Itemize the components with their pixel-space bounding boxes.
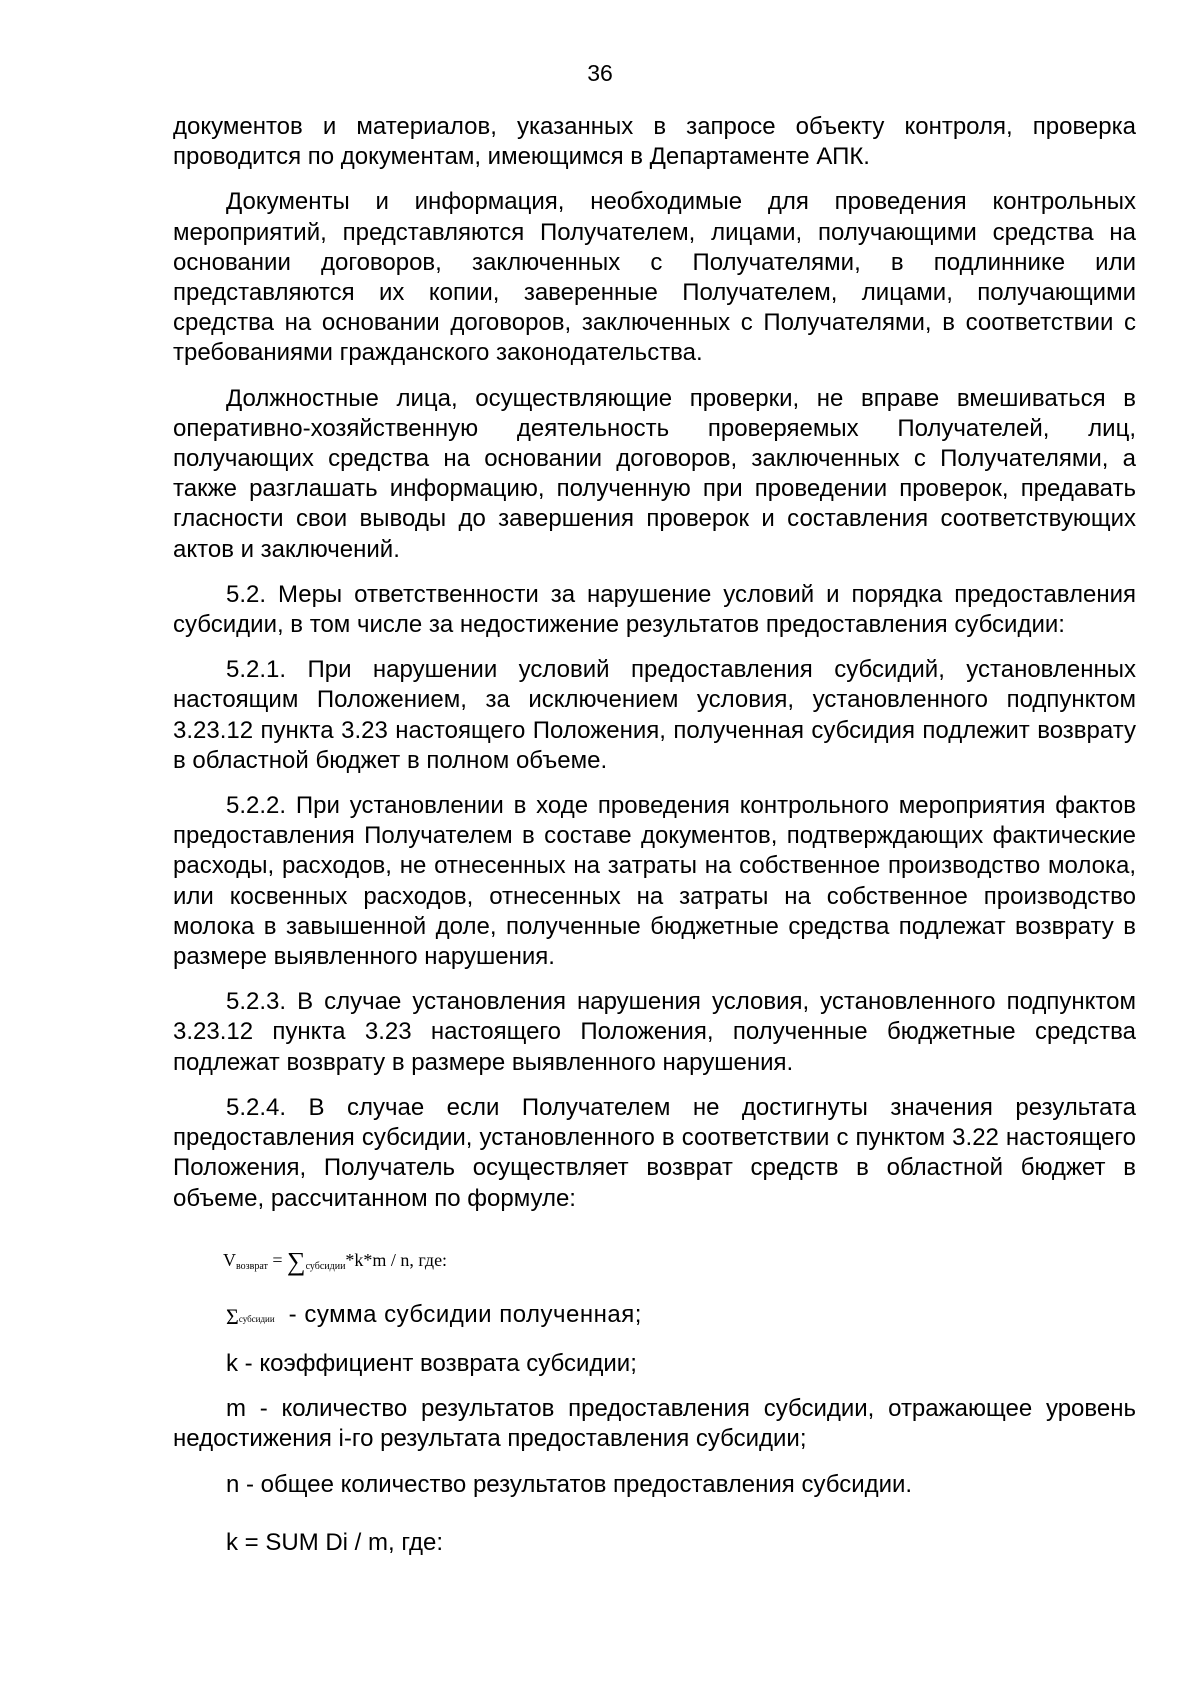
paragraph-5-2-1: 5.2.1. При нарушении условий предоставления субсидий, установленных настоящим Положением, за исключением условия, установленного подпунктом 3.23.12 пункта 3.23 настоящего Положения, полученная субсидия подлежит возврату в областной бюджет в полном объеме.	[173, 656, 1136, 774]
paragraph-officials: Должностные лица, осуществляющие проверки, не вправе вмешиваться в оперативно-хозяйственную деятельность проверяемых Получателей, лиц, получающих средства на основании договоров, заключенных с Получателями, а также разглашать информацию, полученную при проведении проверок, предавать гласности свои выводы до завершения проверок и составления соответствующих актов и заключений.	[173, 384, 1136, 563]
document-body	[173, 112, 1136, 1558]
formula-equals: =	[267, 1249, 288, 1270]
formula-sigma-subscript: субсидии	[305, 1260, 346, 1272]
return-formula	[223, 1246, 1136, 1286]
formula-v: V	[223, 1249, 236, 1270]
paragraph-5-2-2: 5.2.2. При установлении в ходе проведения контрольного мероприятия фактов предоставления Получателем в составе документов, подтверждающих фактические расходы, расходов, не отнесенных на затраты на собственное производство молока, или косвенных расходов, отнесенных на затраты на собственное производство молока в завышенной доле, полученные бюджетные средства подлежат возврату в размере выявленного нарушения.	[173, 792, 1136, 971]
legend-sum	[173, 1300, 1136, 1334]
formula-v-subscript: возврат	[236, 1260, 268, 1272]
sigma-icon: ∑	[287, 1246, 306, 1276]
paragraph-continuation: документов и материалов, указанных в запросе объекту контроля, проверка проводится по документам, имеющимся в Департаменте АПК.	[173, 113, 1136, 171]
k-formula: k = SUM Di / m, где:	[226, 1528, 444, 1556]
paragraph-5-2: 5.2. Меры ответственности за нарушение условий и порядка предоставления субсидии, в том числе за недостижение результатов предоставления субсидии:	[173, 580, 1136, 639]
sum-sigma-icon: Σ	[226, 1303, 239, 1329]
sum-sigma-subscript: субсидии	[238, 1313, 275, 1324]
legend-m: m - количество результатов предоставления субсидии, отражающее уровень недостижения i-го результата предоставления субсидии;	[173, 1395, 1136, 1453]
paragraph-5-2-4: 5.2.4. В случае если Получателем не достигнуты значения результата предоставления субсидии, установленного в соответствии с пунктом 3.22 настоящего Положения, Получатель осуществляет возврат средств в областной бюджет в объеме, рассчитанном по формуле:	[173, 1093, 1136, 1212]
legend-n: n - общее количество результатов предоставления субсидии.	[226, 1470, 913, 1498]
formula-rest: *k*m / n, где:	[345, 1249, 448, 1270]
paragraph-documents-info: Документы и информация, необходимые для проведения контрольных мероприятий, представляются Получателем, лицами, получающими средства на основании договоров, заключенных с Получателями, в подлиннике или представляются их копии, заверенные Получателем, лицами, получающими средства на основании договоров, заключенных с Получателями, в соответствии с требованиями гражданского законодательства.	[173, 188, 1136, 367]
page-number: 36	[587, 60, 613, 86]
legend-k: k - коэффициент возврата субсидии;	[226, 1349, 637, 1377]
paragraph-5-2-3: 5.2.3. В случае установления нарушения условия, установленного подпунктом 3.23.12 пункта 3.23 настоящего Положения, полученные бюджетные средства подлежат возврату в размере выявленного нарушения.	[173, 988, 1136, 1076]
legend-sum-text: - сумма субсидии полученная;	[288, 1300, 642, 1328]
